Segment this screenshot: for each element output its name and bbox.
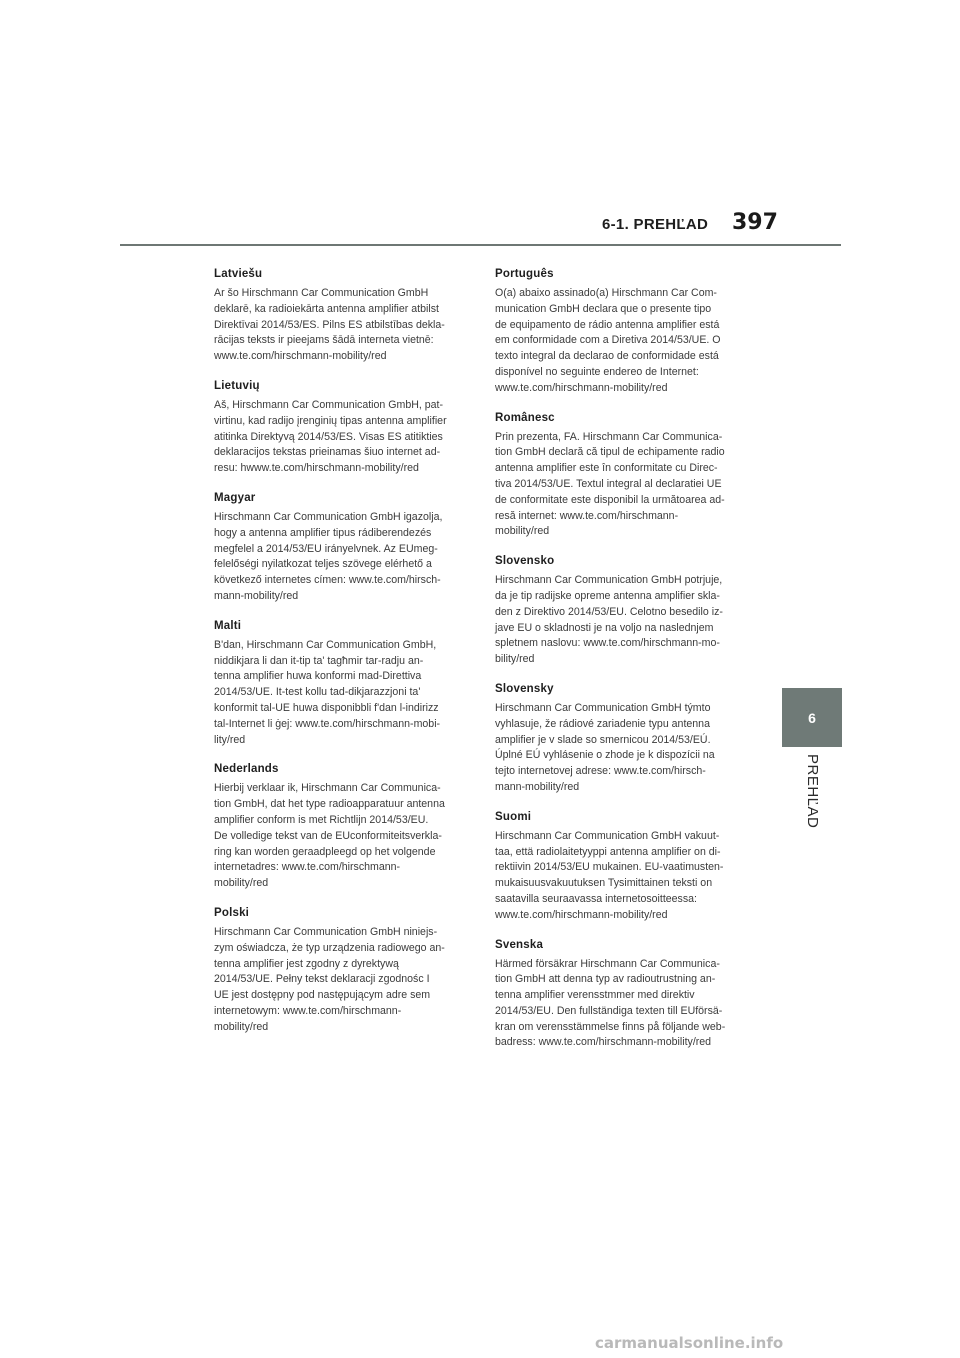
declaration-text <box>495 430 747 541</box>
declaration-text <box>495 286 747 397</box>
text-line: internetadres: www.te.com/hirschmann- <box>214 861 401 874</box>
language-heading: Polski <box>214 906 250 919</box>
text-line: tiva 2014/53/UE. Textul integral al declaratiei UE <box>495 477 722 490</box>
language-section <box>214 378 466 477</box>
text-line: disponível no seguinte endereo de Internet: <box>495 365 699 378</box>
text-line: tejto internetovej adrese: www.te.com/hirsch- <box>495 765 706 778</box>
declaration-text <box>495 957 747 1052</box>
declaration-text <box>495 701 747 796</box>
text-line: deklarē, ka radioiekārta antenna amplifier atbilst <box>214 302 439 315</box>
text-line: antenna amplifier este în conformitate cu Direc- <box>495 462 718 475</box>
language-heading: Latviešu <box>214 268 263 280</box>
language-heading: Nederlands <box>214 763 279 776</box>
language-section <box>495 681 747 796</box>
page-number: 397 <box>732 210 778 235</box>
declaration-text <box>214 510 466 605</box>
language-heading: Suomi <box>495 810 532 823</box>
text-line: ring kan worden geraadpleegd op het volgende <box>214 845 436 858</box>
declaration-text <box>214 286 466 365</box>
chapter-tab[interactable] <box>782 688 842 747</box>
declaration-text <box>214 925 466 1036</box>
text-line: amplifier je v slade so smernicou 2014/53/EÚ. <box>495 733 711 746</box>
text-line: virtinu, kad radijo įrenginių tipas antenna amplifier <box>214 414 447 427</box>
right-column <box>495 266 747 1064</box>
text-line: www.te.com/hirschmann-mobility/red <box>495 381 668 394</box>
text-line: B'dan, Hirschmann Car Communication GmbH, <box>214 638 437 651</box>
text-line: De volledige tekst van de EUconformiteitsverkla- <box>214 829 442 842</box>
text-line: www.te.com/hirschmann-mobility/red <box>214 350 387 363</box>
text-line: 2014/53/UE. Pełny tekst deklaracji zgodnośc I <box>214 973 430 986</box>
text-line: 2014/53/EU. Den fullständiga texten till EUförsä- <box>495 1004 723 1017</box>
text-line: Hirschmann Car Communication GmbH niniejs- <box>214 925 438 938</box>
text-line: den z Direktivo 2014/53/EU. Celotno besedilo iz- <box>495 605 723 618</box>
text-line: tion GmbH, dat het type radioapparatuur antenna <box>214 798 445 811</box>
text-line: következő internetes címen: www.te.com/hirsch- <box>214 574 441 587</box>
text-line: spletnem naslovu: www.te.com/hirschmann-mo- <box>495 637 720 650</box>
text-line: Hirschmann Car Communication GmbH igazolja, <box>214 510 443 523</box>
language-heading: Lietuvių <box>214 379 260 392</box>
text-line: Hirschmann Car Communication GmbH potrjuje, <box>495 574 723 587</box>
text-line: 2014/53/UE. It-test kollu tad-dikjarazzjoni ta' <box>214 686 421 699</box>
text-line: Härmed försäkrar Hirschmann Car Communica- <box>495 957 720 970</box>
chapter-label <box>784 754 840 834</box>
text-line: saatavilla seuraavassa internetosoitteessa: <box>495 892 697 905</box>
declaration-text <box>495 573 747 668</box>
text-line: bility/red <box>495 653 535 666</box>
text-line: vyhlasuje, že rádiové zariadenie typu antenna <box>495 717 710 730</box>
language-section <box>214 266 466 365</box>
text-line: kran om verensstämmelse finns på följande web- <box>495 1020 726 1033</box>
text-line: munication GmbH declara que o presente tipo <box>495 302 712 315</box>
text-line: Ar šo Hirschmann Car Communication GmbH <box>214 287 429 299</box>
language-section <box>495 410 747 541</box>
header-divider <box>120 244 841 246</box>
text-line: taa, että radiolaitetyyppi antenna amplifier on di- <box>495 845 721 858</box>
text-line: zym oświadcza, że typ urządzenia radiowego an- <box>214 941 445 954</box>
text-line: mann-mobility/red <box>214 589 299 602</box>
text-line: tenna amplifier huwa konformi mad-Direttiva <box>214 670 422 683</box>
text-line: tenna amplifier verensstmmer med direktiv <box>495 989 695 1002</box>
text-line: tion GmbH declară că tipul de echipamente radio <box>495 446 725 459</box>
watermark: carmanualsonline.info <box>595 1334 784 1352</box>
text-line: Úplné EÚ vyhlásenie o zhode je k dispozícii na <box>495 749 715 762</box>
text-line: da je tip radijske opreme antenna amplifier skla- <box>495 589 720 602</box>
language-section <box>214 905 466 1036</box>
declaration-text <box>214 781 466 892</box>
text-line: lity/red <box>214 733 246 746</box>
text-line: em conformidade com a Diretiva 2014/53/UE. O <box>495 334 721 347</box>
text-line: mobility/red <box>214 1020 269 1033</box>
text-line: rācijas teksts ir pieejams šādā interneta vietnē: <box>214 334 434 347</box>
text-line: badress: www.te.com/hirschmann-mobility/red <box>495 1036 712 1049</box>
text-line: felelőségi nyilatkozat teljes szövege elérhető a <box>214 558 432 571</box>
text-line: megfelel a 2014/53/EU irányelvnek. Az EUmeg- <box>214 542 438 555</box>
language-heading: Românesc <box>495 411 555 424</box>
chapter-number: 6 <box>808 710 816 726</box>
text-line: mobility/red <box>495 525 550 538</box>
text-line: deklaracijos tekstas prieinamas šiuo internet ad- <box>214 446 441 459</box>
language-section <box>495 809 747 924</box>
language-section <box>495 553 747 668</box>
text-line: konformit tal-UE huwa disponibbli f'dan l-indirizz <box>214 701 439 714</box>
language-heading: Slovensky <box>495 682 554 695</box>
section-title: 6-1. PREHĽAD <box>602 216 709 233</box>
text-line: atitinka Direktyvą 2014/53/ES. Visas ES atitikties <box>214 430 443 443</box>
language-heading: Svenska <box>495 938 544 951</box>
text-line: texto integral da declarao de conformidade está <box>495 350 719 363</box>
text-line: mobility/red <box>214 877 269 890</box>
language-heading: Slovensko <box>495 555 555 568</box>
text-line: de equipamento de rádio antenna amplifier está <box>495 318 720 331</box>
declaration-text <box>495 829 747 924</box>
text-line: mukaisuusvakuutuksen Tysimittainen teksti on <box>495 877 713 890</box>
language-heading: Malti <box>214 619 242 632</box>
text-line: mann-mobility/red <box>495 780 580 793</box>
text-line: Prin prezenta, FA. Hirschmann Car Communica- <box>495 430 723 443</box>
text-line: hogy a antenna amplifier tipus rádiberendezés <box>214 526 432 539</box>
text-line: www.te.com/hirschmann-mobility/red <box>495 908 668 921</box>
text-line: tenna amplifier jest zgodny z dyrektywą <box>214 957 399 970</box>
text-line: resu: hwww.te.com/hirschmann-mobility/red <box>214 462 419 475</box>
chapter-label-text: PREHĽAD <box>804 754 821 829</box>
text-line: resă internet: www.te.com/hirschmann- <box>495 509 679 522</box>
text-line: Hirschmann Car Communication GmbH vakuut- <box>495 829 720 842</box>
text-line: Hierbij verklaar ik, Hirschmann Car Communica- <box>214 782 441 795</box>
text-line: rektiivin 2014/53/EU mukainen. EU-vaatimusten- <box>495 861 724 874</box>
text-line: niddikjara li dan it-tip ta' tagħmir tar-radju an- <box>214 654 424 667</box>
text-line: UE jest dostępny pod następującym adre sem <box>214 989 431 1002</box>
language-section <box>214 490 466 605</box>
declaration-text <box>214 398 466 477</box>
text-line: Direktīvai 2014/53/ES. Pilns ES atbilstības dekla- <box>214 318 445 331</box>
text-line: de conformitate este disponibil la următoarea ad- <box>495 493 725 506</box>
text-line: tal-Internet li ġej: www.te.com/hirschmann-mobi- <box>214 717 441 730</box>
language-heading: Português <box>495 268 554 280</box>
language-section <box>214 761 466 892</box>
language-heading: Magyar <box>214 491 256 504</box>
text-line: Aš, Hirschmann Car Communication GmbH, pat- <box>214 398 444 411</box>
text-line: amplifier conform is met Richtlijn 2014/53/EU. <box>214 813 429 826</box>
text-line: internetowym: www.te.com/hirschmann- <box>214 1004 402 1017</box>
text-line: jave EU o skladnosti je na voljo na naslednjem <box>495 621 714 634</box>
language-section <box>495 266 747 397</box>
left-column <box>214 266 466 1048</box>
text-line: Hirschmann Car Communication GmbH týmto <box>495 701 711 714</box>
text-line: tion GmbH att denna typ av radioutrustning an- <box>495 973 716 986</box>
language-section <box>495 937 747 1052</box>
language-section <box>214 618 466 749</box>
text-line: O(a) abaixo assinado(a) Hirschmann Car Com- <box>495 287 717 299</box>
page-header <box>0 206 960 246</box>
declaration-text <box>214 638 466 749</box>
